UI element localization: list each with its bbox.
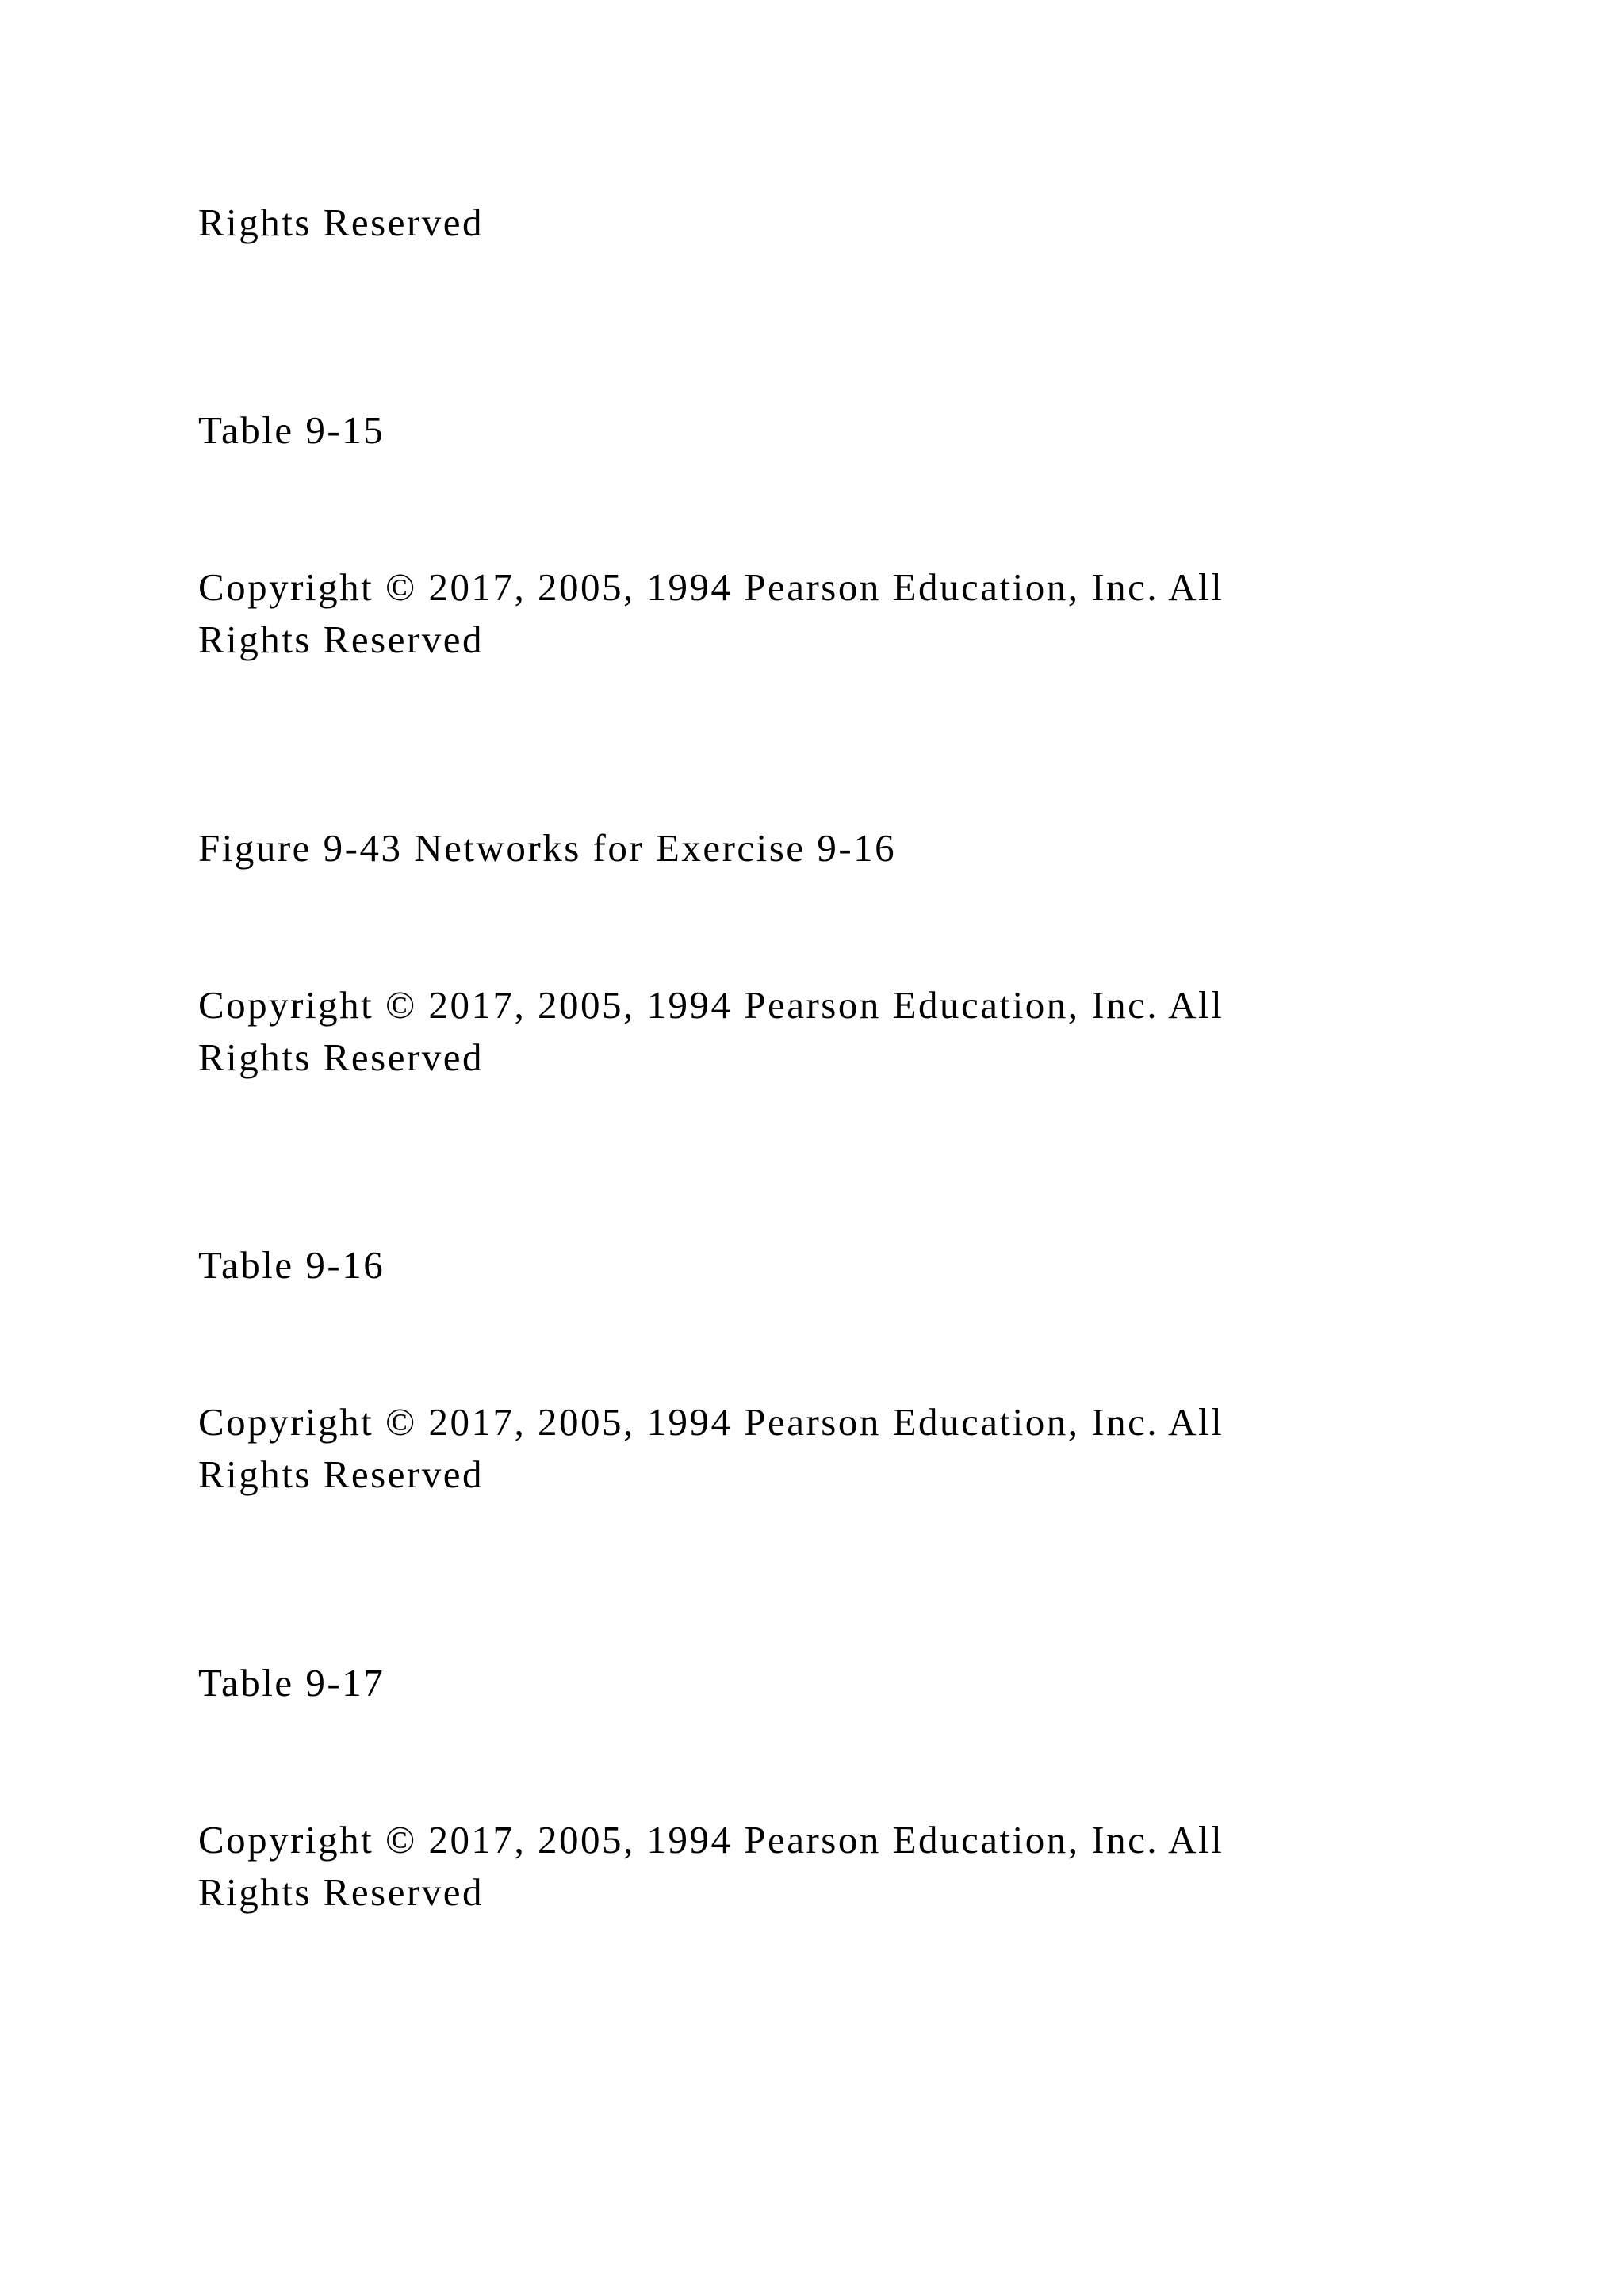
rights-reserved-text: Rights Reserved [198,201,485,244]
copyright-text: Copyright © 2017, 2005, 1994 Pearson Education, Inc. All [198,565,1224,609]
rights-reserved-text: Rights Reserved [198,1870,485,1914]
copyright-text: Copyright © 2017, 2005, 1994 Pearson Education, Inc. All [198,1818,1224,1862]
copyright-text: Copyright © 2017, 2005, 1994 Pearson Education, Inc. All [198,983,1224,1027]
copyright-text: Copyright © 2017, 2005, 1994 Pearson Education, Inc. All [198,1400,1224,1444]
table-caption: Table 9-15 [198,408,385,452]
table-caption: Table 9-16 [198,1243,385,1287]
rights-reserved-text: Rights Reserved [198,618,485,661]
rights-reserved-text: Rights Reserved [198,1035,485,1079]
figure-caption: Figure 9-43 Networks for Exercise 9-16 [198,826,897,870]
rights-reserved-text: Rights Reserved [198,1452,485,1496]
table-caption: Table 9-17 [198,1661,385,1705]
